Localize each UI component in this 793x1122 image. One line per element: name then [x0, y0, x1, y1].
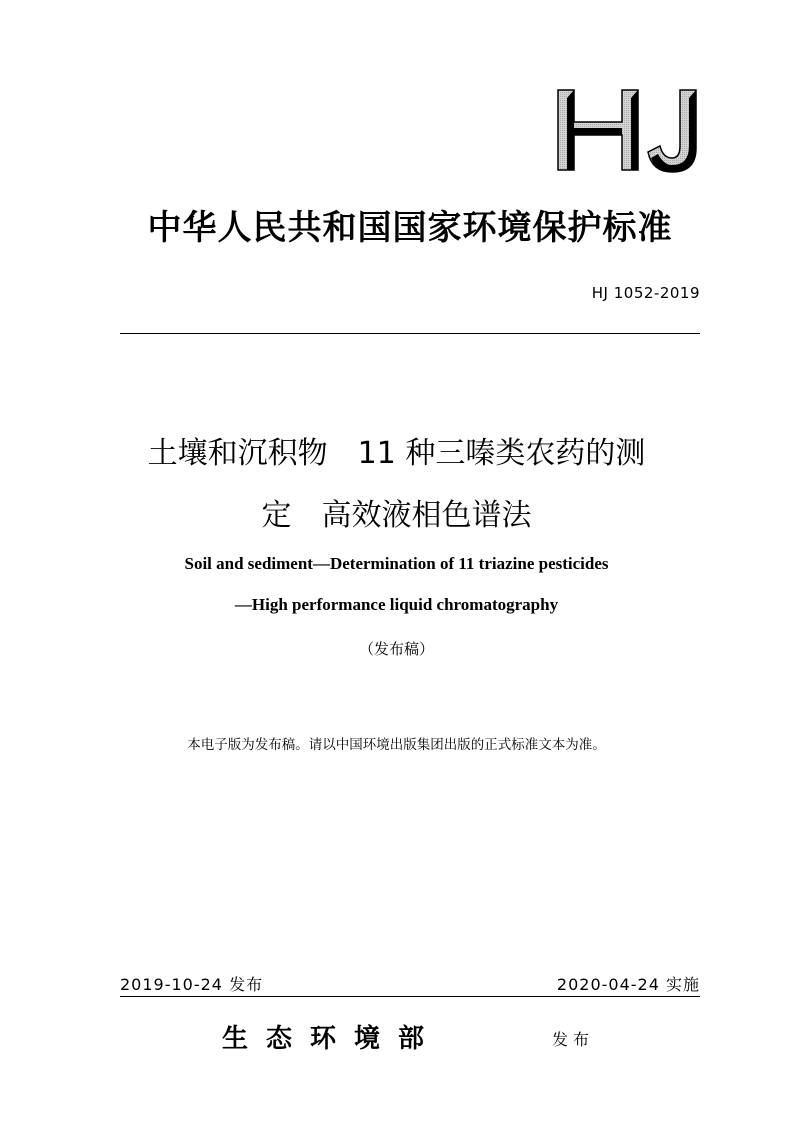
divider-top	[120, 333, 700, 334]
standard-category-title: 中华人民共和国国家环境保护标准	[147, 208, 673, 248]
implementation-date: 2020-04-24 实施	[556, 975, 700, 994]
issuer: 生态环境部	[222, 1024, 443, 1054]
hj-logo-graphic	[552, 78, 702, 178]
english-title-line-2: —High performance liquid chromatography	[234, 595, 559, 614]
chinese-title-line-1: 土壤和沉积物 11 种三嗪类农药的测	[147, 436, 646, 471]
issuer-suffix: 发布	[552, 1030, 595, 1049]
edition-note: 本电子版为发布稿。请以中国环境出版集团出版的正式标准文本为准。	[187, 737, 606, 753]
divider-bottom	[120, 996, 700, 997]
issue-date: 2019-10-24 发布	[120, 975, 264, 994]
hj-logo	[552, 78, 702, 178]
english-title-line-1: Soil and sediment—Determination of 11 triazine pesticides	[184, 554, 609, 573]
standard-code: HJ 1052-2019	[591, 284, 700, 302]
chinese-title-line-2: 定 高效液相色谱法	[261, 498, 532, 533]
draft-label: （发布稿）	[358, 640, 434, 658]
